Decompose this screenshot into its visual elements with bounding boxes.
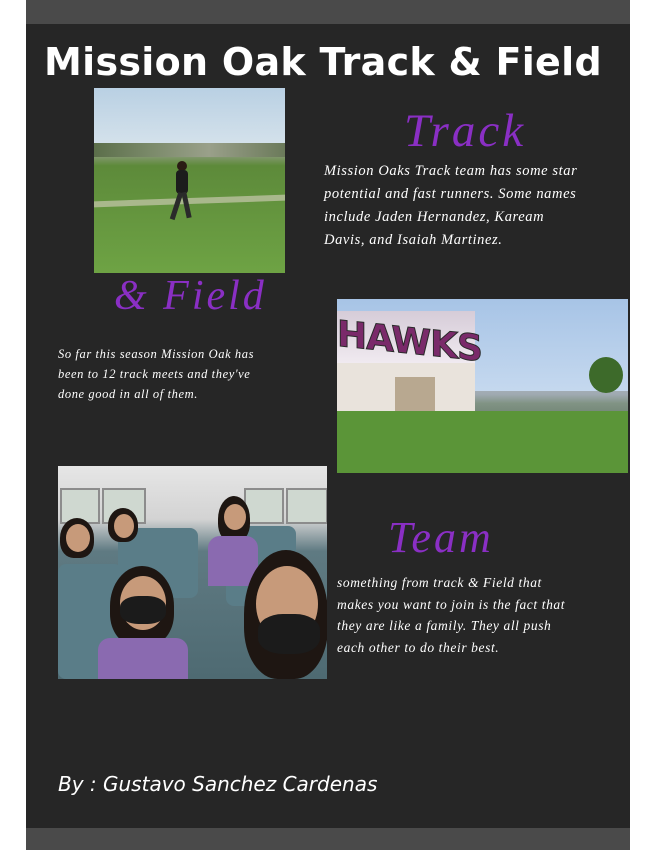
team-paragraph [337,572,565,658]
face-mask [258,614,320,654]
top-bar [26,0,630,24]
track-line: Davis, and Isaiah Martinez. [324,232,503,248]
person-face [224,504,246,530]
team-bus-photo [58,466,327,679]
team-line: makes you want to join is the fact that [337,596,566,612]
author-byline: By : Gustavo Sanchez Cardenas [58,772,378,796]
flyer-page [26,0,630,850]
field-line: done good in all of them. [58,387,198,401]
bus-window [244,488,284,524]
bus-window [286,488,327,524]
track-line: potential and fast runners. Some names [324,186,577,202]
field-line: So far this season Mission Oak has [58,347,255,361]
field-heading: & Field [114,273,267,319]
team-line: something from track & Field that [337,575,542,590]
field-line: been to 12 track meets and they've [58,367,251,381]
bottom-bar [26,828,630,850]
tree-line [94,143,285,157]
building-sign: HAWKS [337,313,482,370]
runner-photo [94,88,285,273]
track-line: include Jaden Hernandez, Kaream [324,209,545,225]
field-paragraph [58,344,254,404]
track-line: Mission Oaks Track team has some star [324,163,578,179]
team-line: each other to do their best. [337,639,500,655]
fence [475,391,628,411]
person-face [114,514,134,538]
team-line: they are like a family. They all push [337,618,552,633]
team-heading: Team [388,513,494,562]
person-face [66,524,90,552]
person-shirt [98,638,188,679]
face-mask [120,596,166,624]
track-lane [94,195,285,208]
grass-field [337,411,628,473]
runner-body [176,170,188,194]
runner-leg [181,192,191,218]
building-entrance [395,377,435,411]
hawks-building-photo [337,299,628,473]
tree [589,357,623,393]
track-heading: Track [404,105,527,157]
page-title: Mission Oak Track & Field [44,40,602,84]
track-paragraph [324,160,577,252]
